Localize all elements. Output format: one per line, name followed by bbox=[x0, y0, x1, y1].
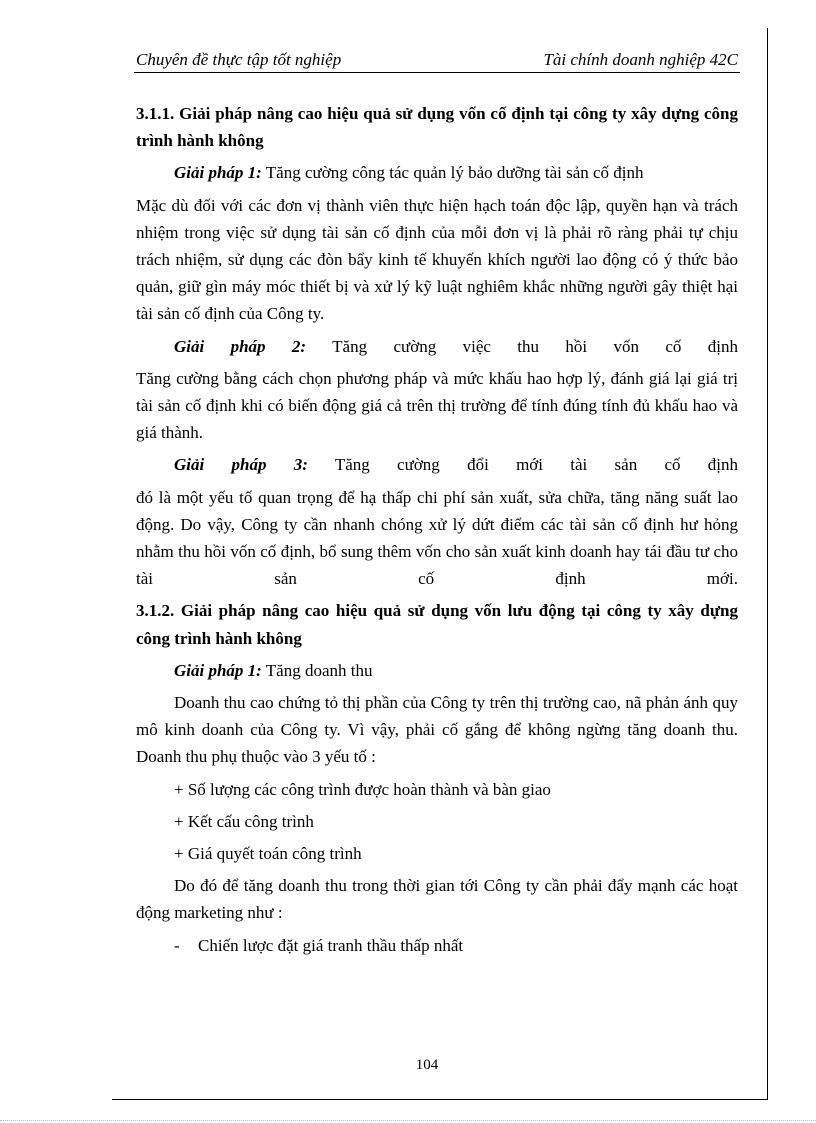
solution-title: Tăng cường công tác quản lý bảo dưỡng tài sản cố định bbox=[261, 163, 644, 183]
solution-line bbox=[136, 451, 738, 478]
section-heading-3-1-2: 3.1.2. Giải pháp nâng cao hiệu quả sử dụng vốn lưu động tại công ty xây dựng công trình hành không bbox=[136, 601, 738, 648]
list-item: + Giá quyết toán công trình bbox=[174, 844, 362, 864]
paragraph: Doanh thu cao chứng tỏ thị phần của Công ty trên thị trường cao, nã phản ánh quy mô kinh doanh của Công ty. Vì vậy, phải cố gắng để không ngừng tăng doanh thu. Doanh thu phụ thuộc vào 3 yếu tố : bbox=[136, 693, 738, 767]
solution-label: Giải pháp 1: bbox=[174, 163, 262, 183]
list-item: + Kết cấu công trình bbox=[174, 811, 314, 831]
solution-title: Tăng doanh thu bbox=[261, 660, 373, 680]
header-left: Chuyên đề thực tập tốt nghiệp bbox=[136, 50, 342, 69]
paragraph: Mặc dù đối với các đơn vị thành viên thực hiện hạch toán độc lập, quyền hạn và trách nhiệm trong việc sử dụng tài sản cố định của mỗi đơn vị là phải rõ ràng phải tự chịu trách nhiệm, sử dụng các đòn bẩy kinh tế khuyến khích người lao động có ý thức bảo quản, giữ gìn máy móc thiết bị và xử lý kỹ luật nghiêm khắc những người gây thiệt hại tài sản cố định của Công ty. bbox=[136, 195, 738, 324]
page-bottom-dotted-rule bbox=[0, 1120, 816, 1121]
dash-bullet: - bbox=[174, 935, 180, 955]
paragraph: Do đó để tăng doanh thu trong thời gian tới Công ty cần phải đẩy mạnh các hoạt động marketing như : bbox=[136, 876, 738, 923]
list-item: + Số lượng các công trình được hoàn thành và bàn giao bbox=[174, 779, 551, 799]
paragraph: Tăng cường bằng cách chọn phương pháp và mức khấu hao hợp lý, đánh giá lại giá trị tài sản cố định khi có biến động giá cả trên thị trường để tính đúng tính đủ khấu hao và giá thành. bbox=[136, 368, 738, 443]
document-body bbox=[136, 100, 738, 959]
list-item bbox=[136, 932, 738, 959]
page-header bbox=[134, 48, 740, 73]
section-heading-3-1-1: 3.1.1. Giải pháp nâng cao hiệu quả sử dụng vốn cố định tại công ty xây dựng công trình hành không bbox=[136, 104, 738, 151]
solution-title: Tăng cường đổi mới tài sản cố định bbox=[307, 455, 739, 475]
solution-title: Tăng cường việc thu hồi vốn cố định bbox=[306, 336, 738, 356]
solution-label: Giải pháp 1: bbox=[174, 660, 262, 680]
list-item-text: Chiến lược đặt giá tranh thầu thấp nhất bbox=[198, 935, 464, 955]
paragraph: đó là một yếu tố quan trọng để hạ thấp chi phí sản xuất, sửa chữa, tăng năng suất lao động. Do vậy, Công ty cần nhanh chóng xử lý dứt điểm các tài sản cố định hư hỏng nhằm thu hồi vốn cố định, bổ sung thêm vốn cho sản xuất kinh doanh hay tái đầu tư cho tài sản cố định mới. bbox=[136, 487, 738, 589]
solution-line bbox=[136, 159, 738, 186]
header-right: Tài chính doanh nghiệp 42C bbox=[543, 50, 738, 69]
solution-label: Giải pháp 2: bbox=[174, 336, 307, 356]
page-number: 104 bbox=[415, 1057, 439, 1073]
solution-label: Giải pháp 3: bbox=[174, 455, 308, 475]
solution-line bbox=[136, 333, 738, 360]
solution-line bbox=[136, 657, 738, 684]
